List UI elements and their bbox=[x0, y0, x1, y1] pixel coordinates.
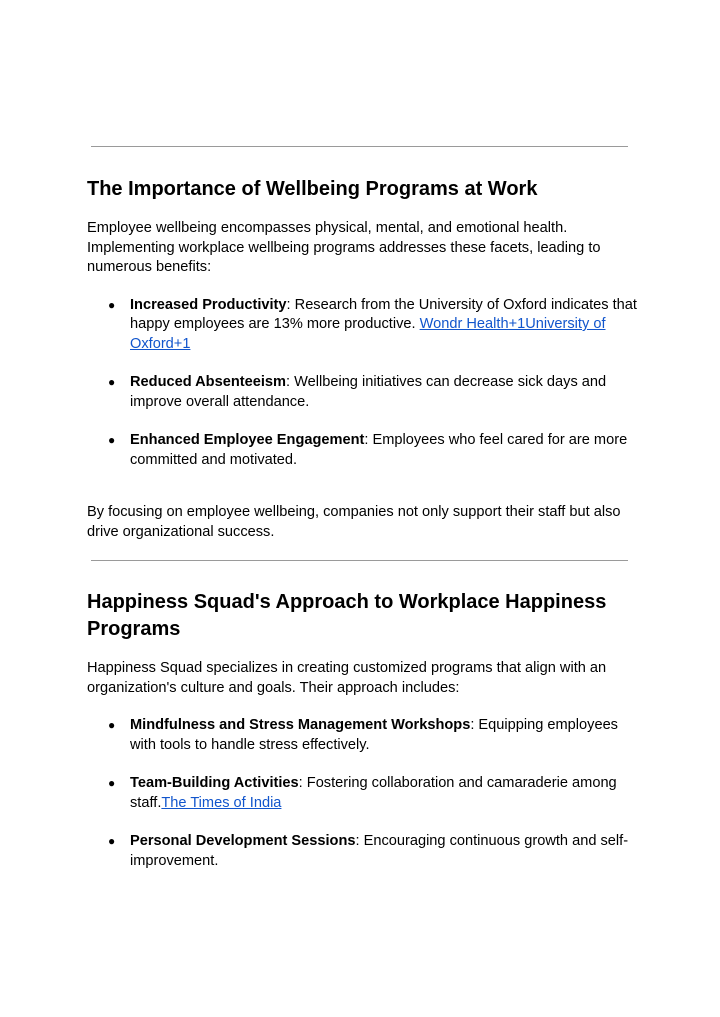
section-wellbeing-importance bbox=[87, 176, 637, 542]
item-bold-label: Reduced Absenteeism bbox=[130, 374, 286, 390]
section-heading: The Importance of Wellbeing Programs at Work bbox=[87, 178, 538, 200]
list-item bbox=[87, 716, 637, 755]
bullet-icon: ● bbox=[108, 297, 116, 312]
item-bold-label: Team-Building Activities bbox=[130, 775, 299, 791]
section-intro: Employee wellbeing encompasses physical, mental, and emotional health. Implementing workplace wellbeing programs addresses these facets, leading to numerous benefits: bbox=[87, 220, 601, 275]
list-item bbox=[87, 296, 637, 355]
item-text: : Wellbeing initiatives can decrease sick days and improve overall attendance. bbox=[130, 374, 607, 410]
benefits-list bbox=[87, 296, 637, 471]
section-outro: By focusing on employee wellbeing, companies not only support their staff but also drive organizational success. bbox=[87, 504, 621, 540]
item-text: : Employees who feel cared for are more committed and motivated. bbox=[130, 432, 628, 468]
item-text: : Encouraging continuous growth and self-improvement. bbox=[130, 833, 629, 869]
list-item bbox=[87, 373, 637, 412]
item-bold-label: Enhanced Employee Engagement bbox=[130, 432, 365, 448]
item-bold-label: Increased Productivity bbox=[130, 296, 287, 313]
section-intro: Happiness Squad specializes in creating customized programs that align with an organization's culture and goals. Their approach includes: bbox=[87, 660, 607, 696]
approach-list bbox=[87, 716, 637, 871]
bullet-icon: ● bbox=[108, 718, 116, 732]
list-item bbox=[87, 774, 637, 813]
section-heading: Happiness Squad's Approach to Workplace Happiness Programs bbox=[87, 591, 607, 640]
item-text: : Fostering collaboration and camaraderie among staff. bbox=[130, 775, 617, 811]
item-bold-label: Mindfulness and Stress Management Workshops bbox=[130, 717, 471, 733]
list-item bbox=[87, 431, 637, 470]
bullet-icon: ● bbox=[108, 776, 116, 790]
horizontal-divider bbox=[91, 560, 628, 561]
bullet-icon: ● bbox=[108, 433, 116, 447]
list-item bbox=[87, 832, 637, 871]
source-link[interactable]: The Times of India bbox=[161, 794, 282, 811]
horizontal-divider bbox=[91, 146, 628, 147]
source-link[interactable]: Wondr Health+1University of Oxford+1 bbox=[130, 316, 606, 352]
item-bold-label: Personal Development Sessions bbox=[130, 833, 356, 849]
section-happiness-squad-approach bbox=[87, 589, 637, 871]
item-text: : Equipping employees with tools to handle stress effectively. bbox=[130, 717, 618, 753]
item-text: : Research from the University of Oxford indicates that happy employees are 13% more productive. bbox=[130, 296, 637, 332]
bullet-icon: ● bbox=[108, 834, 116, 848]
bullet-icon: ● bbox=[108, 375, 116, 389]
